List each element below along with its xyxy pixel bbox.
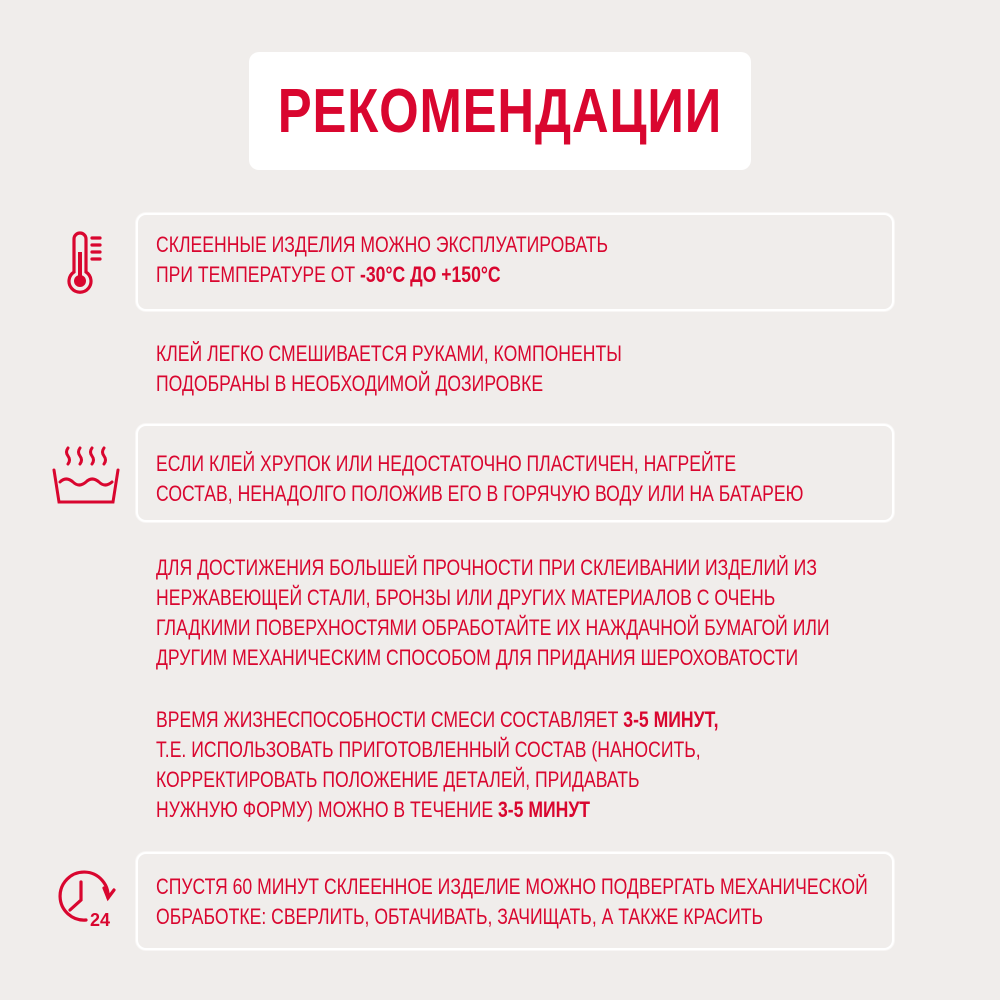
processing-text [156,872,868,932]
text-line: НЕРЖАВЕЮЩЕЙ СТАЛИ, БРОНЗЫ ИЛИ ДРУГИХ МАТЕРИАЛОВ С ОЧЕНЬ [156,585,776,610]
text-line: ГЛАДКИМИ ПОВЕРХНОСТЯМИ ОБРАБОТАЙТЕ ИХ НАЖДАЧНОЙ БУМАГОЙ ИЛИ [156,615,830,640]
pot-life-value: 3-5 МИНУТ [498,797,591,822]
temperature-text [156,230,608,290]
text-line: КЛЕЙ ЛЕГКО СМЕШИВАЕТСЯ РУКАМИ, КОМПОНЕНТЫ [156,341,622,366]
hot-water-text [156,449,803,509]
text-line [156,795,718,825]
title-box [249,52,751,170]
text-line [156,260,608,290]
clock-24-icon [52,866,118,932]
surface-prep-text [156,553,830,673]
thermometer-icon [64,230,108,296]
text-line: ОБРАБОТКЕ: СВЕРЛИТЬ, ОБТАЧИВАТЬ, ЗАЧИЩАТЬ, А ТАКЖЕ КРАСИТЬ [156,904,764,929]
text-line: ЕСЛИ КЛЕЙ ХРУПОК ИЛИ НЕДОСТАТОЧНО ПЛАСТИЧЕН, НАГРЕЙТЕ [156,451,737,476]
text-line [156,705,718,735]
text-line: ПОДОБРАНЫ В НЕОБХОДИМОЙ ДОЗИРОВКЕ [156,371,544,396]
temperature-range: -30°С ДО +150°С [360,262,501,287]
text-line: СКЛЕЕННЫЕ ИЗДЕЛИЯ МОЖНО ЭКСПЛУАТИРОВАТЬ [156,232,609,257]
mixing-text [156,339,622,399]
text-fragment: ВРЕМЯ ЖИЗНЕСПОСОБНОСТИ СМЕСИ СОСТАВЛЯЕТ [156,707,624,732]
pot-life-value: 3-5 МИНУТ, [623,707,719,732]
text-line: Т.Е. ИСПОЛЬЗОВАТЬ ПРИГОТОВЛЕННЫЙ СОСТАВ (НАНОСИТЬ, [156,737,701,762]
text-fragment: ПРИ ТЕМПЕРАТУРЕ ОТ [156,262,361,287]
text-line: КОРРЕКТИРОВАТЬ ПОЛОЖЕНИЕ ДЕТАЛЕЙ, ПРИДАВАТЬ [156,767,640,792]
text-line: СОСТАВ, НЕНАДОЛГО ПОЛОЖИВ ЕГО В ГОРЯЧУЮ ВОДУ ИЛИ НА БАТАРЕЮ [156,481,804,506]
text-line: СПУСТЯ 60 МИНУТ СКЛЕЕННОЕ ИЗДЕЛИЕ МОЖНО ПОДВЕРГАТЬ МЕХАНИЧЕСКОЙ [156,874,868,899]
text-line: ДЛЯ ДОСТИЖЕНИЯ БОЛЬШЕЙ ПРОЧНОСТИ ПРИ СКЛЕИВАНИИ ИЗДЕЛИЙ ИЗ [156,555,817,580]
text-line: ДРУГИМ МЕХАНИЧЕСКИМ СПОСОБОМ ДЛЯ ПРИДАНИЯ ШЕРОХОВАТОСТИ [156,645,799,670]
page-title: РЕКОМЕНДАЦИИ [277,76,723,146]
text-fragment: НУЖНУЮ ФОРМУ) МОЖНО В ТЕЧЕНИЕ [156,797,498,822]
hot-water-bowl-icon [50,444,122,508]
clock-24-label: 24 [90,910,111,930]
pot-life-text [156,705,718,825]
